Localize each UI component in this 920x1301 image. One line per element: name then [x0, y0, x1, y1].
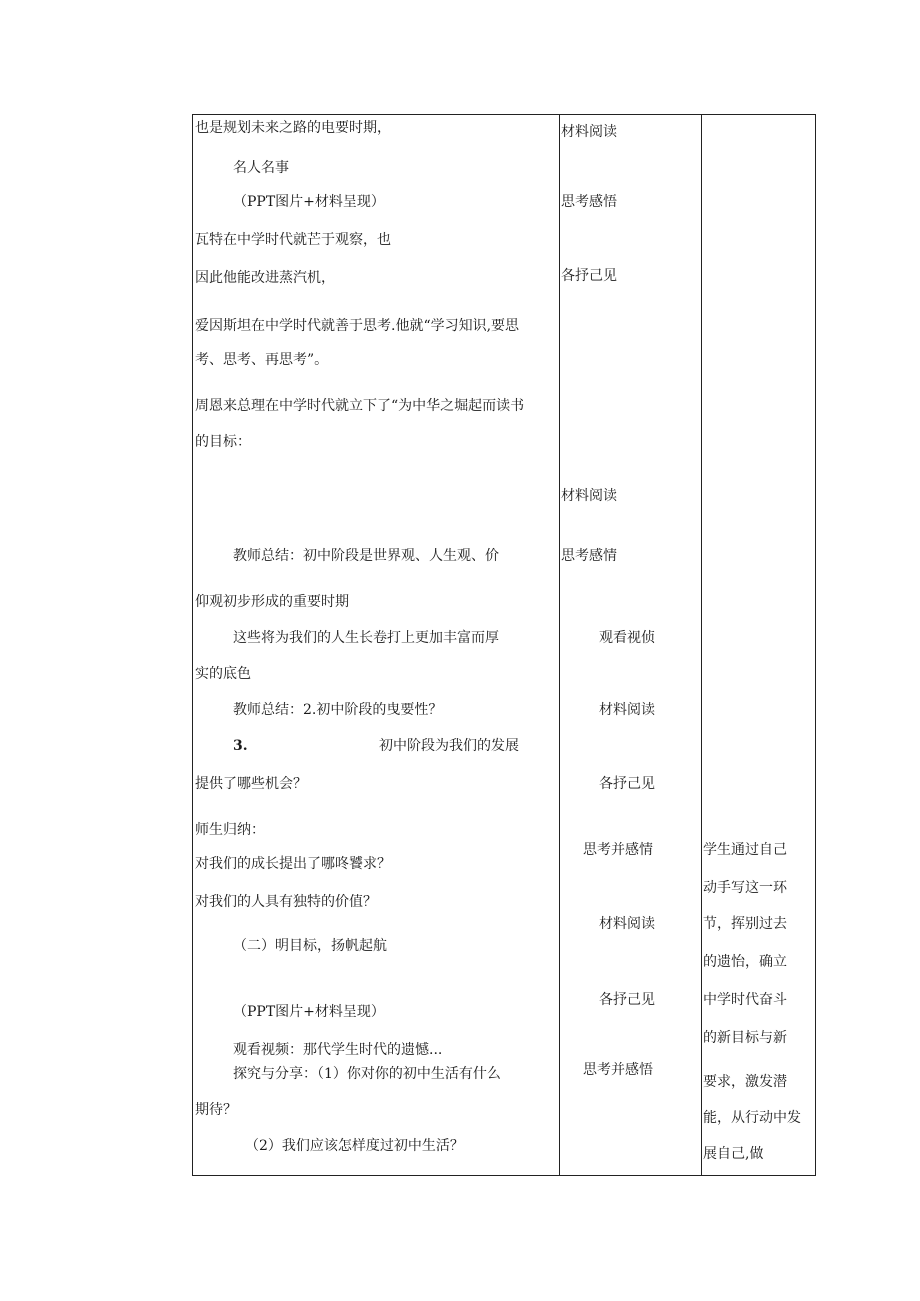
activity-label: 材料阅读	[561, 488, 617, 504]
content-line: 仰观初步形成的重要时期	[195, 594, 349, 610]
content-line: 对我们的人具有独特的价值？	[195, 894, 377, 910]
column-divider	[559, 115, 560, 1175]
activity-label: 思考并感悟	[583, 1062, 653, 1078]
activity-label: 思考感情	[561, 548, 617, 564]
content-line: 周恩来总理在中学时代就立下了“为中华之堀起而读书	[195, 398, 525, 414]
content-line: 爱因斯坦在中学时代就善于思考.他就“学习知识,要思	[195, 318, 520, 334]
content-line: 对我们的成长提出了哪咚饕求？	[195, 856, 391, 872]
content-line: 教师总结：2.初中阶段的曳要性？	[233, 702, 443, 718]
column-divider	[701, 115, 702, 1175]
intent-line: 动手写这一环	[703, 880, 787, 896]
content-line: （PPT图片+材料呈现）	[233, 194, 385, 210]
activity-label: 材料阅读	[599, 702, 655, 718]
content-line: 考、思考、再思考”。	[195, 352, 329, 368]
intent-line: 学生通过自己	[703, 842, 787, 858]
content-line: 观看视频：那代学生时代的遗憾...	[233, 1042, 443, 1058]
content-line: 实的底色	[195, 666, 251, 682]
content-line: 的目标：	[195, 434, 251, 450]
content-line: 瓦特在中学时代就芒于观察，也	[195, 232, 391, 248]
activity-label: 思考感悟	[561, 194, 617, 210]
content-line: 教师总结：初中阶段是世界观、人生观、价	[233, 548, 499, 564]
activity-label: 各抒己见	[561, 268, 617, 284]
activity-label: 各抒己见	[599, 992, 655, 1008]
content-line: （2）我们应该怎样度过初中生活？	[245, 1138, 464, 1154]
intent-line: 的遗怡，确立	[703, 954, 787, 970]
activity-label: 材料阅读	[561, 124, 617, 140]
section-heading: 名人名事	[233, 160, 289, 176]
content-line: 3.	[233, 738, 248, 754]
content-line: （PPT图片+材料呈现）	[233, 1004, 385, 1020]
intent-line: 节，挥别过去	[703, 916, 787, 932]
content-line: 也是规划未来之路的电要时期，	[195, 120, 391, 136]
content-line: 师生归纳：	[195, 822, 265, 838]
activity-label: 思考并感情	[583, 842, 653, 858]
intent-line: 要求，激发潜	[703, 1074, 787, 1090]
content-line: 初中阶段为我们的发展	[379, 738, 519, 754]
content-line: 提供了哪些机会？	[195, 776, 307, 792]
activity-label: 观看视侦	[599, 630, 655, 646]
activity-label: 材料阅读	[599, 916, 655, 932]
content-line: 期待？	[195, 1102, 237, 1118]
lesson-table	[192, 114, 816, 1176]
intent-line: 展自己,做	[703, 1146, 764, 1162]
activity-label: 各抒己见	[599, 776, 655, 792]
content-line: 探究与分享：（1）你对你的初中生活有什么	[233, 1066, 501, 1082]
content-line: 因此他能改进蒸汽机，	[195, 270, 335, 286]
intent-line: 中学时代奋斗	[703, 992, 787, 1008]
content-line: 这些将为我们的人生长卷打上更加丰富而厚	[233, 630, 499, 646]
intent-line: 的新目标与新	[703, 1030, 787, 1046]
section-heading: （二）明目标，扬帆起航	[233, 938, 387, 954]
intent-line: 能，从行动中发	[703, 1110, 801, 1126]
